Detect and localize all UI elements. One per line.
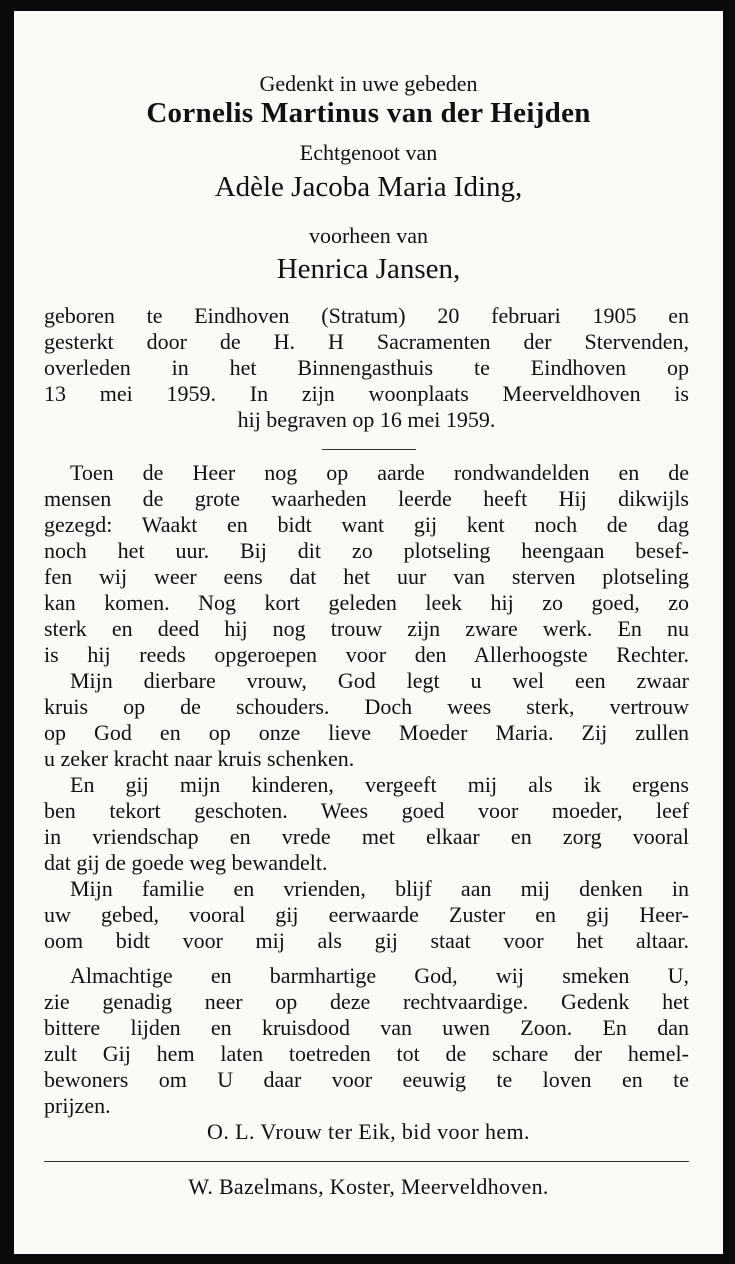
deceased-name: Cornelis Martinus van der Heijden (146, 97, 591, 129)
body-line: bittere lijden en kruisdood van uwen Zoon. En dan (44, 1015, 689, 1040)
body-line: fen wij weer eens dat het uur van sterven plotseling (44, 564, 689, 589)
divider-long (44, 1161, 689, 1162)
memorial-card (14, 11, 723, 1254)
bio-line: overleden in het Binnengasthuis te Eindhoven op (44, 355, 689, 380)
previous-spouse-name: Henrica Jansen, (276, 253, 461, 285)
body-line: op God en op onze lieve Moeder Maria. Zij zullen (44, 720, 689, 745)
body-line: oom bidt voor mij als gij staat voor het altaar. (44, 928, 689, 953)
spouse-name: Adèle Jacoba Maria Iding, (214, 171, 523, 203)
body-line: bewoners om U daar voor eeuwig te loven en te (44, 1067, 689, 1092)
bio-line: geboren te Eindhoven (Stratum) 20 februari 1905 en (44, 303, 689, 328)
body-line: in vriendschap en vrede met elkaar en zorg vooral (44, 824, 689, 849)
divider-short (322, 449, 416, 450)
closing-prayer: O. L. Vrouw ter Eik, bid voor hem. (207, 1119, 530, 1144)
body-line: Almachtige en barmhartige God, wij smeken U, (70, 963, 689, 988)
body-line: u zeker kracht naar kruis schenken. (44, 746, 355, 771)
body-line: zie genadig neer op deze rechtvaardige. Gedenk het (44, 989, 689, 1014)
body-line: sterk en deed hij nog trouw zijn zware werk. En nu (44, 616, 689, 641)
bio-line: gesterkt door de H. H Sacramenten der Stervenden, (44, 329, 689, 354)
body-line: Mijn familie en vrienden, blijf aan mij denken in (70, 876, 689, 901)
body-line: kan komen. Nog kort geleden leek hij zo goed, zo (44, 590, 689, 615)
intro-text: Gedenkt in uwe gebeden (259, 71, 478, 96)
body-line: uw gebed, vooral gij eerwaarde Zuster en gij Heer- (44, 902, 689, 927)
body-line: Toen de Heer nog op aarde rondwandelden en de (70, 460, 689, 485)
spouse-label: Echtgenoot van (299, 140, 438, 165)
body-line: En gij mijn kinderen, vergeeft mij als ik ergens (70, 772, 689, 797)
body-line: zult Gij hem laten toetreden tot de schare der hemel- (44, 1041, 689, 1066)
body-line: dat gij de goede weg bewandelt. (44, 850, 328, 875)
body-line: noch het uur. Bij dit zo plotseling heengaan besef- (44, 538, 689, 563)
body-line: prijzen. (44, 1093, 111, 1118)
bio-line: hij begraven op 16 mei 1959. (237, 407, 496, 432)
printer-credit: W. Bazelmans, Koster, Meerveldhoven. (188, 1174, 549, 1199)
body-line: ben tekort geschoten. Wees goed voor moeder, leef (44, 798, 689, 823)
body-line: kruis op de schouders. Doch wees sterk, vertrouw (44, 694, 689, 719)
body-line: Mijn dierbare vrouw, God legt u wel een zwaar (70, 668, 689, 693)
body-line: is hij reeds opgeroepen voor den Allerhoogste Rechter. (44, 642, 689, 667)
bio-line: 13 mei 1959. In zijn woonplaats Meerveldhoven is (44, 381, 689, 406)
previous-label: voorheen van (308, 223, 429, 248)
body-line: gezegd: Waakt en bidt want gij kent noch de dag (44, 512, 689, 537)
body-line: mensen de grote waarheden leerde heeft Hij dikwijls (44, 486, 689, 511)
